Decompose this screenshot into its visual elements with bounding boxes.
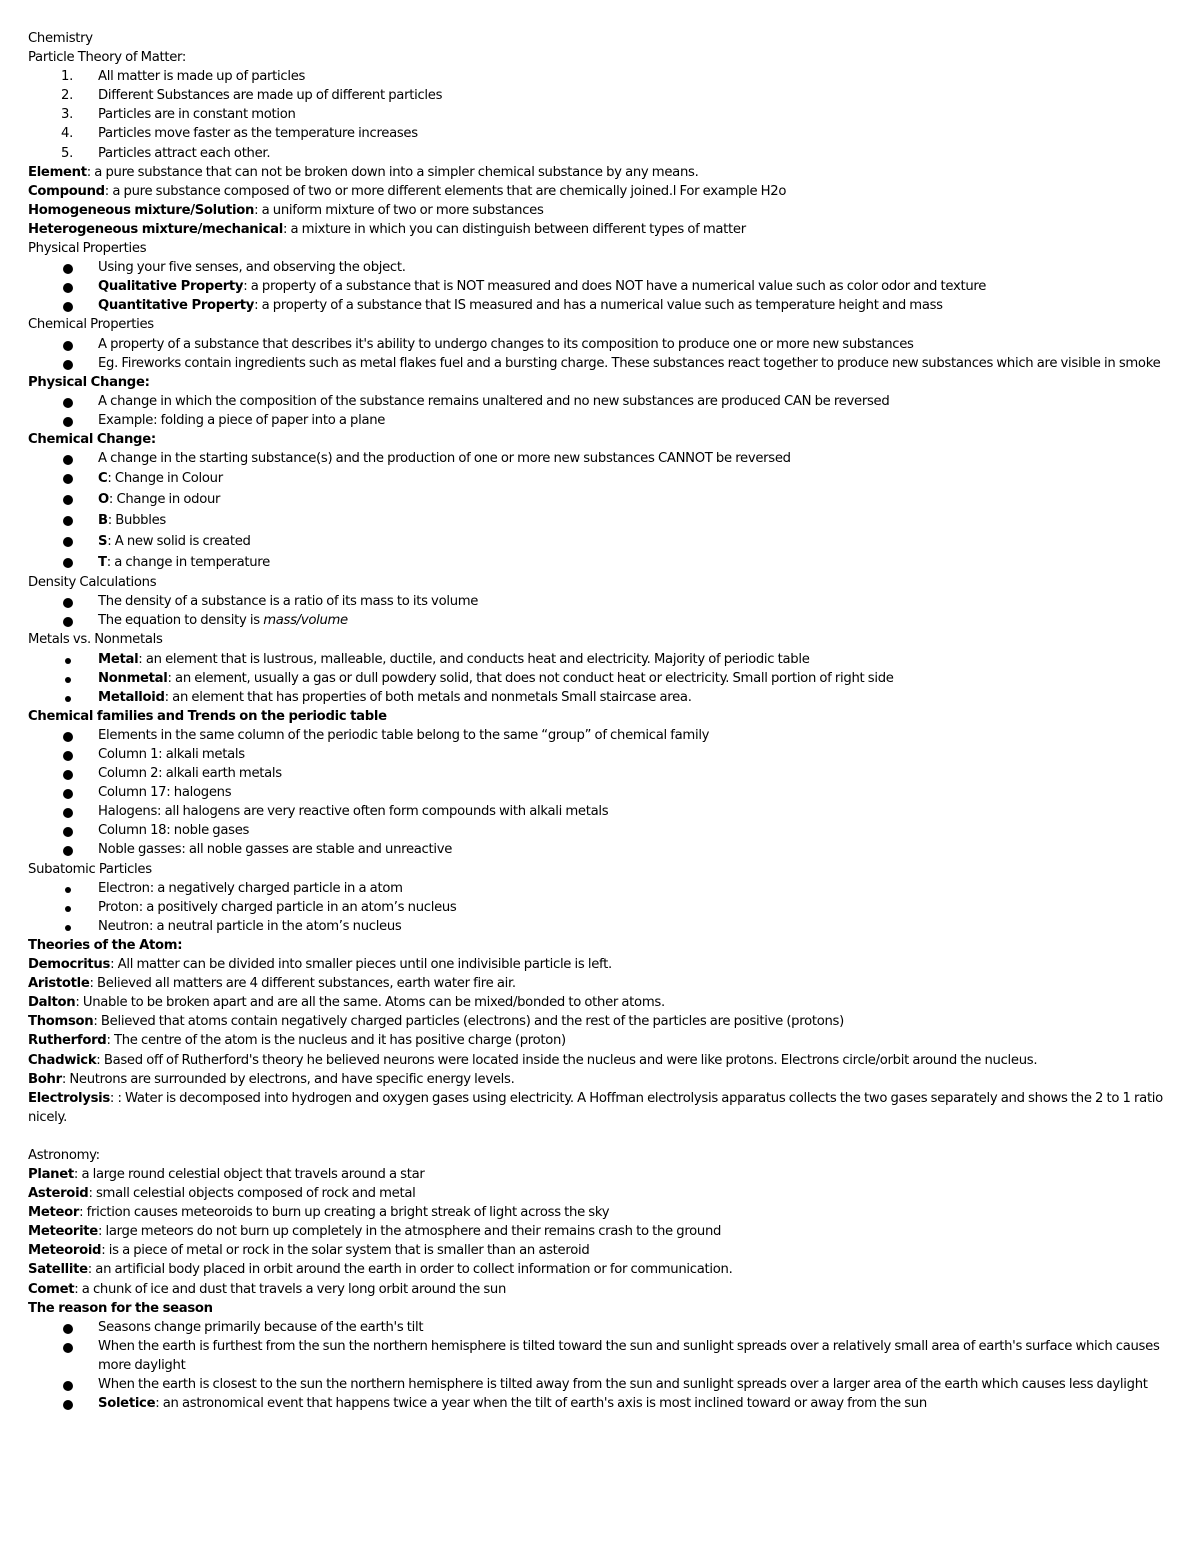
list-item-text: All matter is made up of particles xyxy=(98,69,306,85)
list-item-text: : A new solid is created xyxy=(107,534,251,550)
term: Asteroid xyxy=(28,1186,89,1202)
bullet-icon xyxy=(63,455,73,465)
definition-text: : : Water is decomposed into hydrogen and oxygen gases using electricity. A Hoffman electrolysis apparatus collects the two gases separately and shows the 2 to 1 ratio nicely. xyxy=(28,1090,1163,1125)
term: Aristotle xyxy=(28,976,90,992)
definition-text: : is a piece of metal or rock in the solar system that is smaller than an asteroid xyxy=(101,1243,590,1259)
list-number: 5. xyxy=(61,145,73,161)
list-item-text: The density of a substance is a ratio of its mass to its volume xyxy=(98,594,479,610)
term: Thomson xyxy=(28,1014,94,1030)
definition-text: : a pure substance composed of two or more different elements that are chemically joined.l For example H2o xyxy=(104,183,787,199)
list-number: 2. xyxy=(61,88,73,104)
bullet-icon xyxy=(63,808,73,818)
term: B xyxy=(98,513,108,529)
list-item-text: Particles attract each other. xyxy=(98,145,271,161)
list-item-text: Seasons change primarily because of the earth's tilt xyxy=(98,1319,424,1335)
metals-heading: Metals vs. Nonmetals xyxy=(28,632,163,648)
list-item xyxy=(28,764,1170,783)
list-item-text: Column 18: noble gases xyxy=(98,823,250,839)
term: Heterogeneous mixture/mechanical xyxy=(28,221,283,237)
bullet-icon xyxy=(63,558,73,568)
bullet-icon xyxy=(63,1400,73,1410)
list-item xyxy=(28,258,1170,277)
list-item xyxy=(28,411,1170,430)
bullet-icon xyxy=(63,789,73,799)
list-item xyxy=(28,917,1170,936)
list-item xyxy=(28,354,1170,373)
list-number: 3. xyxy=(61,107,73,123)
definition-compound xyxy=(28,182,1170,201)
list-item-text: : a property of a substance that is NOT measured and does NOT have a numerical value such as color odor and texture xyxy=(243,279,987,295)
list-item-text: : an element that is lustrous, malleable, ductile, and conducts heat and electricity. Majority of periodic table xyxy=(138,651,810,667)
definition-text: : Believed all matters are 4 different substances, earth water fire air. xyxy=(89,976,516,992)
term: Compound xyxy=(28,183,105,199)
list-item xyxy=(28,1318,1170,1337)
list-item xyxy=(28,669,1170,688)
term: Metalloid xyxy=(98,689,165,705)
list-item-text: : an element, usually a gas or dull powdery solid, that does not conduct heat or electricity. Small portion of right side xyxy=(167,670,894,686)
definition-text: : Based off of Rutherford's theory he believed neurons were located inside the nucleus and were like protons. Electrons circle/orbit around the nucleus. xyxy=(96,1052,1038,1068)
term: Chadwick xyxy=(28,1052,97,1068)
list-item-text: : Bubbles xyxy=(107,513,166,529)
term: Satellite xyxy=(28,1262,88,1278)
bullet-icon xyxy=(63,474,73,484)
list-item xyxy=(28,1394,1170,1413)
bullet-icon xyxy=(63,751,73,761)
bullet-icon xyxy=(63,1324,73,1334)
list-item-text: Particles move faster as the temperature increases xyxy=(98,126,418,142)
definition-text: : The centre of the atom is the nucleus and it has positive charge (proton) xyxy=(106,1033,566,1049)
theory-thomson xyxy=(28,1012,1170,1031)
list-number: 4. xyxy=(61,126,73,142)
list-item xyxy=(28,335,1170,354)
definition-text: : Neutrons are surrounded by electrons, and have specific energy levels. xyxy=(61,1071,515,1087)
families-heading: Chemical families and Trends on the periodic table xyxy=(28,708,387,724)
bullet-icon xyxy=(63,617,73,627)
definition-text: : a large round celestial object that travels around a star xyxy=(73,1166,425,1182)
term: Metal xyxy=(98,651,139,667)
list-item xyxy=(28,726,1170,745)
density-heading: Density Calculations xyxy=(28,575,157,591)
list-item-text: Column 1: alkali metals xyxy=(98,747,245,762)
bullet-icon xyxy=(63,264,73,274)
term: O xyxy=(98,492,109,508)
particle-theory-heading: Particle Theory of Matter: xyxy=(28,50,187,66)
list-number: 1. xyxy=(61,69,73,85)
season-heading: The reason for the season xyxy=(28,1300,213,1316)
theory-chadwick xyxy=(28,1051,1170,1070)
definition-text: : a chunk of ice and dust that travels a very long orbit around the sun xyxy=(74,1281,507,1297)
list-item xyxy=(28,802,1170,821)
term: Electrolysis xyxy=(28,1090,110,1106)
families-list xyxy=(28,726,1170,860)
list-item-text: : an element that has properties of both metals and nonmetals Small staircase area. xyxy=(164,689,692,705)
list-item xyxy=(28,1375,1170,1394)
list-item-text: Proton: a positively charged particle in an atom’s nucleus xyxy=(98,899,457,915)
list-item-text: The equation to density is xyxy=(98,613,264,629)
physical-properties-heading: Physical Properties xyxy=(28,241,147,257)
bullet-icon xyxy=(65,906,71,912)
bullet-icon xyxy=(63,302,73,312)
term: Planet xyxy=(28,1166,74,1182)
physical-change-list xyxy=(28,392,1170,430)
term: Soletice xyxy=(98,1396,156,1412)
bullet-icon xyxy=(63,516,73,526)
list-item-text: Eg. Fireworks contain ingredients such as metal flakes fuel and a bursting charge. These substances react together to produce new substances which are visible in smoke xyxy=(98,355,1161,371)
list-item-text: Neutron: a neutral particle in the atom’s nucleus xyxy=(98,918,402,934)
list-item xyxy=(28,552,1170,573)
physical-change-heading: Physical Change: xyxy=(28,374,150,390)
term: Homogeneous mixture/Solution xyxy=(28,202,255,218)
definition-meteorite xyxy=(28,1222,1170,1241)
list-item xyxy=(28,531,1170,552)
list-item-text: Halogens: all halogens are very reactive often form compounds with alkali metals xyxy=(98,804,609,820)
subatomic-heading: Subatomic Particles xyxy=(28,861,152,877)
list-item xyxy=(28,688,1170,707)
term: T xyxy=(98,555,107,571)
chemical-change-list xyxy=(28,449,1170,573)
bullet-icon xyxy=(65,696,71,702)
list-item-text: A change in the starting substance(s) and the production of one or more new substances CANNOT be reversed xyxy=(98,451,791,467)
bullet-icon xyxy=(63,1343,73,1353)
definition-text: : small celestial objects composed of rock and metal xyxy=(88,1186,416,1202)
term: Dalton xyxy=(28,995,76,1011)
list-item-text: : Change in odour xyxy=(108,492,221,508)
definition-heterogeneous xyxy=(28,220,1170,239)
list-item xyxy=(28,840,1170,859)
list-item xyxy=(28,898,1170,917)
term: Quantitative Property xyxy=(98,298,255,314)
term: Meteorite xyxy=(28,1224,98,1240)
term: Nonmetal xyxy=(98,670,168,686)
bullet-icon xyxy=(63,598,73,608)
bullet-icon xyxy=(65,925,71,931)
list-item-text: When the earth is furthest from the sun the northern hemisphere is tilted toward the sun and sunlight spreads over a relatively small area of earth's surface which causes more daylight xyxy=(98,1338,1160,1373)
definition-text: : large meteors do not burn up completely in the atmosphere and their remains crash to the ground xyxy=(97,1224,722,1240)
list-item-text: A change in which the composition of the substance remains unaltered and no new substances are produced CAN be reversed xyxy=(98,393,890,409)
list-item-text: Particles are in constant motion xyxy=(98,107,296,123)
subatomic-list xyxy=(28,879,1170,936)
physical-properties-list xyxy=(28,258,1170,315)
theory-democritus xyxy=(28,955,1170,974)
list-item xyxy=(28,745,1170,764)
bullet-icon xyxy=(65,658,71,664)
list-item-text: Using your five senses, and observing the object. xyxy=(98,260,406,276)
definition-text: : a mixture in which you can distinguish between different types of matter xyxy=(282,221,746,237)
theories-heading: Theories of the Atom: xyxy=(28,937,183,953)
particle-theory-list xyxy=(28,67,1170,162)
list-item-text: Different Substances are made up of different particles xyxy=(98,88,443,104)
bullet-icon xyxy=(63,732,73,742)
season-list xyxy=(28,1318,1170,1413)
definition-text: : a uniform mixture of two or more substances xyxy=(254,202,544,218)
bullet-icon xyxy=(63,341,73,351)
chemical-properties-list xyxy=(28,335,1170,373)
definition-meteor xyxy=(28,1203,1170,1222)
definition-text: : Unable to be broken apart and are all the same. Atoms can be mixed/bonded to other atoms. xyxy=(75,995,665,1011)
list-item xyxy=(28,277,1170,296)
list-item xyxy=(28,650,1170,669)
list-item xyxy=(28,392,1170,411)
list-item xyxy=(28,67,1170,86)
list-item-text: Noble gasses: all noble gasses are stable and unreactive xyxy=(98,842,453,858)
list-item xyxy=(28,468,1170,489)
term: Comet xyxy=(28,1281,75,1297)
theory-aristotle xyxy=(28,974,1170,993)
list-item xyxy=(28,611,1170,630)
definition-text: : All matter can be divided into smaller pieces until one indivisible particle is left. xyxy=(110,957,612,973)
list-item xyxy=(28,783,1170,802)
definition-element xyxy=(28,163,1170,182)
astronomy-title: Astronomy: xyxy=(28,1147,100,1163)
list-item xyxy=(28,879,1170,898)
list-item-text: : a property of a substance that IS measured and has a numerical value such as temperature height and mass xyxy=(254,298,943,314)
term: Meteor xyxy=(28,1205,80,1221)
bullet-icon xyxy=(63,417,73,427)
list-item-text: When the earth is closest to the sun the northern hemisphere is tilted away from the sun and sunlight spreads over a larger area of the earth which causes less daylight xyxy=(98,1377,1148,1392)
bullet-icon xyxy=(63,537,73,547)
bullet-icon xyxy=(65,887,71,893)
definition-text: : friction causes meteoroids to burn up creating a bright streak of light across the sky xyxy=(79,1205,610,1221)
definition-homogeneous xyxy=(28,201,1170,220)
bullet-icon xyxy=(63,770,73,780)
chemical-change-heading: Chemical Change: xyxy=(28,431,156,447)
list-item xyxy=(28,821,1170,840)
theory-electrolysis xyxy=(28,1089,1170,1127)
bullet-icon xyxy=(63,398,73,408)
theory-dalton xyxy=(28,993,1170,1012)
bullet-icon xyxy=(63,495,73,505)
list-item-text: : a change in temperature xyxy=(106,555,270,571)
list-item-text: Example: folding a piece of paper into a plane xyxy=(98,412,386,428)
list-item xyxy=(28,510,1170,531)
definition-text: : Believed that atoms contain negatively charged particles (electrons) and the rest of the particles are positive (protons) xyxy=(93,1014,844,1030)
list-item-text: : Change in Colour xyxy=(107,471,223,487)
list-item-text: Column 2: alkali earth metals xyxy=(98,766,282,782)
definition-comet xyxy=(28,1280,1170,1299)
bullet-icon xyxy=(63,283,73,293)
density-list xyxy=(28,592,1170,630)
list-item xyxy=(28,105,1170,124)
term: Meteoroid xyxy=(28,1243,102,1259)
list-item-text: A property of a substance that describes it's ability to undergo changes to its composition to produce one or more new substances xyxy=(98,336,914,352)
list-item xyxy=(28,124,1170,143)
list-item xyxy=(28,1337,1170,1375)
theory-bohr xyxy=(28,1070,1170,1089)
density-formula: mass/volume xyxy=(263,613,348,629)
bullet-icon xyxy=(63,360,73,370)
definition-text: : an artificial body placed in orbit around the earth in order to collect information or for communication. xyxy=(87,1262,733,1278)
bullet-icon xyxy=(65,677,71,683)
list-item xyxy=(28,296,1170,315)
list-item xyxy=(28,592,1170,611)
chemical-properties-heading: Chemical Properties xyxy=(28,317,154,333)
list-item xyxy=(28,144,1170,163)
list-item xyxy=(28,449,1170,468)
term: Rutherford xyxy=(28,1033,107,1049)
definition-planet xyxy=(28,1165,1170,1184)
metals-list xyxy=(28,650,1170,707)
list-item xyxy=(28,86,1170,105)
doc-title: Chemistry xyxy=(28,31,93,46)
list-item-text: Elements in the same column of the periodic table belong to the same “group” of chemical family xyxy=(98,727,710,743)
definition-asteroid xyxy=(28,1184,1170,1203)
bullet-icon xyxy=(63,846,73,856)
term: Democritus xyxy=(28,957,111,973)
term: Element xyxy=(28,164,87,180)
definition-text: : a pure substance that can not be broken down into a simpler chemical substance by any means. xyxy=(86,164,699,180)
list-item xyxy=(28,489,1170,510)
definition-meteoroid xyxy=(28,1241,1170,1260)
term: C xyxy=(98,471,108,487)
bullet-icon xyxy=(63,1381,73,1391)
term: Bohr xyxy=(28,1071,62,1087)
term: S xyxy=(98,534,108,550)
bullet-icon xyxy=(63,827,73,837)
definition-satellite xyxy=(28,1260,1170,1279)
term: Qualitative Property xyxy=(98,279,244,295)
list-item-text: Electron: a negatively charged particle in a atom xyxy=(98,880,403,896)
section-spacer xyxy=(28,1127,1170,1146)
theory-rutherford xyxy=(28,1031,1170,1050)
list-item-text: Column 17: halogens xyxy=(98,785,232,801)
list-item-text: : an astronomical event that happens twice a year when the tilt of earth's axis is most inclined toward or away from the sun xyxy=(155,1396,927,1412)
